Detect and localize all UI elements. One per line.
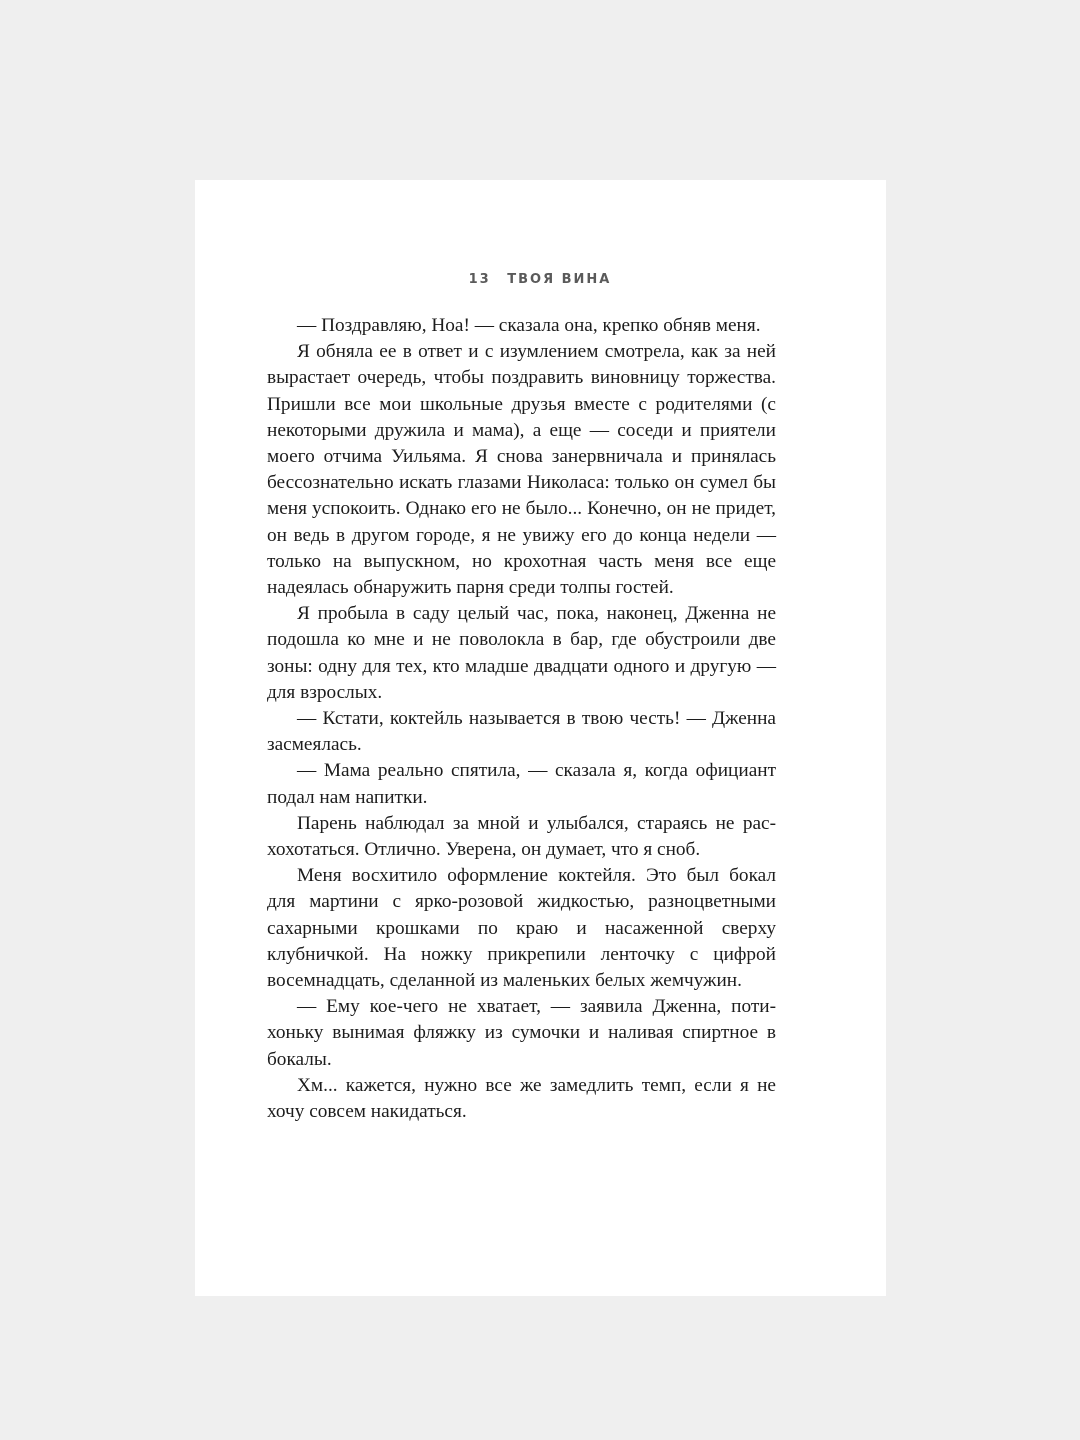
paragraph: Парень наблюдал за мной и улыбался, стараясь не расхохотаться. Отлично. Уверена, он думает, что я сноб. (267, 812, 776, 861)
book-title: ТВОЯ ВИНА (507, 272, 612, 287)
paragraph: — Ему кое-чего не хватает, — заявила Дженна, потихоньку вынимая фляжку из сумочки и наливая спиртное в бокалы. (267, 996, 776, 1070)
paragraph: Хм... кажется, нужно все же замедлить темп, если я не хочу совсем накидаться. (267, 1074, 776, 1123)
paragraph: Я обняла ее в ответ и с изумлением смотрела, как за ней вырастает очередь, чтобы поздравить виновницу торжества. Пришли все мои школьные друзья вместе с родителями (с некоторыми дружила и мама), а еще — соседи и приятели моего отчима Уильяма. Я снова занервничала и принялась бессознательно искать глазами Николаса: только он сумел бы меня успокоить. Однако его не было... Конечно, он не придет, он ведь в другом городе, я не увижу его до конца недели — только на выпускном, но крохотная часть меня все еще надеялась обнаружить парня среди толпы гостей. (267, 341, 776, 599)
running-head (0, 272, 1080, 287)
paragraph: — Мама реально спятила, — сказала я, когда официант подал нам напитки. (267, 760, 776, 808)
paragraph: Я пробыла в саду целый час, пока, наконец, Дженна не подошла ко мне и не поволокла в бар, где обустроили две зоны: одну для тех, кто младше двадцати одного и другую — для взрослых. (267, 603, 776, 703)
paragraph: — Кстати, коктейль называется в твою честь! — Дженна засмеялась. (267, 708, 776, 756)
page-number: 13 (468, 272, 491, 287)
body-text (267, 313, 776, 1125)
paragraph: — Поздравляю, Ноа! — сказала она, крепко обняв меня. (297, 315, 761, 336)
paragraph: Меня восхитило оформление коктейля. Это был бокал для мартини с ярко-розовой жидкостью, разноцветными сахарными крошками по краю и насаженной сверху клубничкой. На ножку прикрепили ленточку с цифрой восемнадцать, сделанной из маленьких белых жемчужин. (267, 865, 776, 992)
